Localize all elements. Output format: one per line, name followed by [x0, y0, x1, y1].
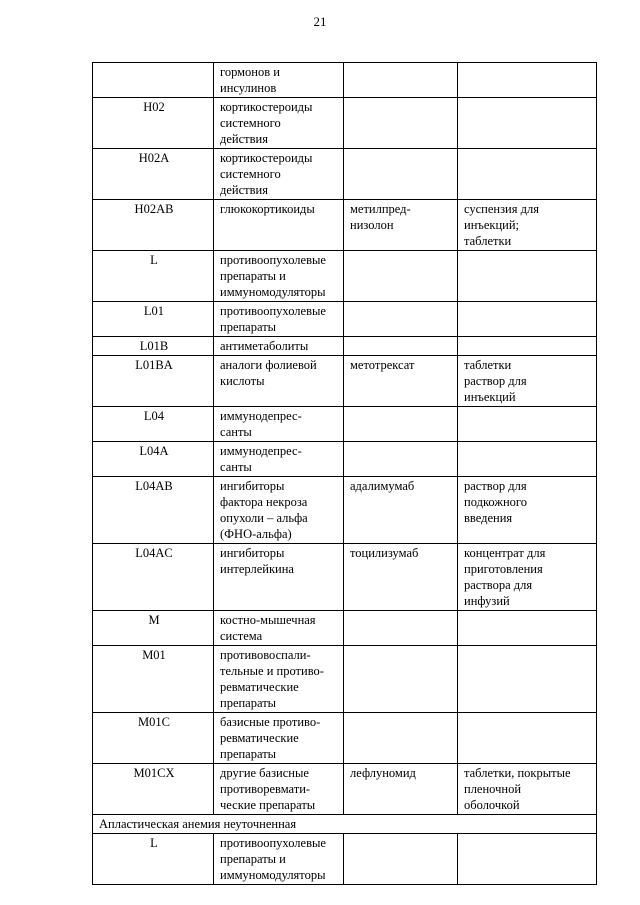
dosage-form-cell [458, 764, 597, 815]
dosage-form-text: суспензия для инъекций; таблетки [464, 202, 539, 248]
atc-code-text: H02A [138, 151, 170, 165]
atc-code-text: L04 [143, 409, 165, 423]
table-row [93, 337, 597, 356]
atc-code-text: L04AC [135, 546, 173, 560]
drug-name-cell [344, 544, 458, 611]
atc-code-cell [93, 337, 214, 356]
table-row [93, 764, 597, 815]
group-name-cell [214, 302, 344, 337]
table-row [93, 407, 597, 442]
table-row [93, 834, 597, 885]
atc-code-cell [93, 477, 214, 544]
dosage-form-cell [458, 611, 597, 646]
group-name-cell [214, 442, 344, 477]
drug-name-cell [344, 834, 458, 885]
atc-code-cell [93, 251, 214, 302]
table-row [93, 251, 597, 302]
atc-code-cell [93, 98, 214, 149]
table-row [93, 149, 597, 200]
group-name-text: иммунодепрес- санты [220, 409, 302, 439]
group-name-cell [214, 200, 344, 251]
group-name-text: иммунодепрес- санты [220, 444, 302, 474]
atc-code-cell [93, 302, 214, 337]
drug-name-text: адалимумаб [350, 479, 415, 493]
drug-name-cell [344, 98, 458, 149]
atc-code-cell [93, 442, 214, 477]
dosage-form-cell [458, 251, 597, 302]
drug-name-cell [344, 713, 458, 764]
group-name-cell [214, 834, 344, 885]
drug-table [92, 62, 597, 885]
table-row [93, 98, 597, 149]
table-row [93, 477, 597, 544]
table-row [93, 713, 597, 764]
atc-code-text: L [150, 836, 158, 850]
drug-name-cell [344, 407, 458, 442]
group-name-text: другие базисные противоревмати- ческие препараты [220, 766, 316, 812]
drug-name-text: тоцилизумаб [350, 546, 419, 560]
atc-code-cell [93, 544, 214, 611]
table-row [93, 646, 597, 713]
dosage-form-cell [458, 713, 597, 764]
dosage-form-text: раствор для подкожного введения [464, 479, 527, 525]
atc-code-text: L01BA [135, 358, 173, 372]
dosage-form-cell [458, 149, 597, 200]
page-number: 21 [313, 14, 327, 29]
atc-code-cell [93, 149, 214, 200]
dosage-form-cell [458, 200, 597, 251]
drug-name-cell [344, 764, 458, 815]
drug-name-cell [344, 646, 458, 713]
group-name-cell [214, 149, 344, 200]
group-name-cell [214, 407, 344, 442]
drug-name-cell [344, 356, 458, 407]
group-name-text: противовоспали- тельные и противо- ревматические препараты [220, 648, 324, 710]
dosage-form-cell [458, 834, 597, 885]
dosage-form-cell [458, 302, 597, 337]
table-row [93, 442, 597, 477]
drug-name-cell [344, 477, 458, 544]
group-name-cell [214, 63, 344, 98]
drug-name-cell [344, 302, 458, 337]
group-name-text: противоопухолевые препараты [220, 304, 326, 334]
drug-name-cell [344, 200, 458, 251]
group-name-text: базисные противо- ревматические препараты [220, 715, 321, 761]
table-row [93, 611, 597, 646]
group-name-text: глюкокортикоиды [220, 202, 315, 216]
drug-name-text: лефлуномид [350, 766, 416, 780]
section-title: Апластическая анемия неуточненная [93, 815, 597, 834]
dosage-form-cell [458, 442, 597, 477]
group-name-cell [214, 98, 344, 149]
group-name-cell [214, 646, 344, 713]
dosage-form-cell [458, 98, 597, 149]
group-name-text: ингибиторы интерлейкина [220, 546, 294, 576]
section-row [93, 815, 597, 834]
atc-code-cell [93, 200, 214, 251]
drug-name-text: метотрексат [350, 358, 415, 372]
atc-code-cell [93, 764, 214, 815]
group-name-cell [214, 477, 344, 544]
group-name-text: противоопухолевые препараты и иммуномодуляторы [220, 253, 326, 299]
dosage-form-text: концентрат для приготовления раствора для инфузий [464, 546, 546, 608]
atc-code-text: M01C [138, 715, 170, 729]
drug-name-cell [344, 251, 458, 302]
group-name-text: костно-мышечная система [220, 613, 316, 643]
table-row [93, 200, 597, 251]
group-name-cell [214, 764, 344, 815]
atc-code-cell [93, 646, 214, 713]
atc-code-text: H02 [143, 100, 165, 114]
atc-code-text: L04A [139, 444, 169, 458]
atc-code-text: L [150, 253, 158, 267]
atc-code-text: M01 [142, 648, 166, 662]
table-body [93, 63, 597, 885]
atc-code-text: L04AB [135, 479, 173, 493]
table-row [93, 302, 597, 337]
drug-name-cell [344, 442, 458, 477]
atc-code-cell [93, 611, 214, 646]
drug-name-cell [344, 337, 458, 356]
group-name-cell [214, 611, 344, 646]
dosage-form-text: таблетки, покрытые пленочной оболочкой [464, 766, 571, 812]
drug-name-cell [344, 63, 458, 98]
dosage-form-cell [458, 646, 597, 713]
dosage-form-cell [458, 337, 597, 356]
group-name-cell [214, 544, 344, 611]
atc-code-cell [93, 63, 214, 98]
table-row [93, 63, 597, 98]
group-name-text: ингибиторы фактора некроза опухоли – альфа (ФНО-альфа) [220, 479, 308, 541]
atc-code-text: M01CX [133, 766, 175, 780]
atc-code-text: L01 [143, 304, 165, 318]
group-name-text: гормонов и инсулинов [220, 65, 280, 95]
atc-code-text: L01B [139, 339, 169, 353]
group-name-cell [214, 337, 344, 356]
group-name-text: антиметаболиты [220, 339, 309, 353]
drug-name-cell [344, 611, 458, 646]
group-name-cell [214, 713, 344, 764]
atc-code-cell [93, 713, 214, 764]
dosage-form-cell [458, 477, 597, 544]
group-name-cell [214, 251, 344, 302]
group-name-text: противоопухолевые препараты и иммуномодуляторы [220, 836, 326, 882]
atc-code-text: H02AB [134, 202, 174, 216]
atc-code-cell [93, 407, 214, 442]
dosage-form-cell [458, 356, 597, 407]
dosage-form-cell [458, 544, 597, 611]
atc-code-text: M [148, 613, 160, 627]
group-name-text: кортикостероиды системного действия [220, 100, 313, 146]
dosage-form-cell [458, 63, 597, 98]
table-row [93, 544, 597, 611]
drug-name-text: метилпред- низолон [350, 202, 411, 232]
dosage-form-cell [458, 407, 597, 442]
atc-code-cell [93, 356, 214, 407]
group-name-text: аналоги фолиевой кислоты [220, 358, 317, 388]
group-name-cell [214, 356, 344, 407]
drug-name-cell [344, 149, 458, 200]
table-row [93, 356, 597, 407]
dosage-form-text: таблетки раствор для инъекций [464, 358, 527, 404]
group-name-text: кортикостероиды системного действия [220, 151, 313, 197]
atc-code-cell [93, 834, 214, 885]
